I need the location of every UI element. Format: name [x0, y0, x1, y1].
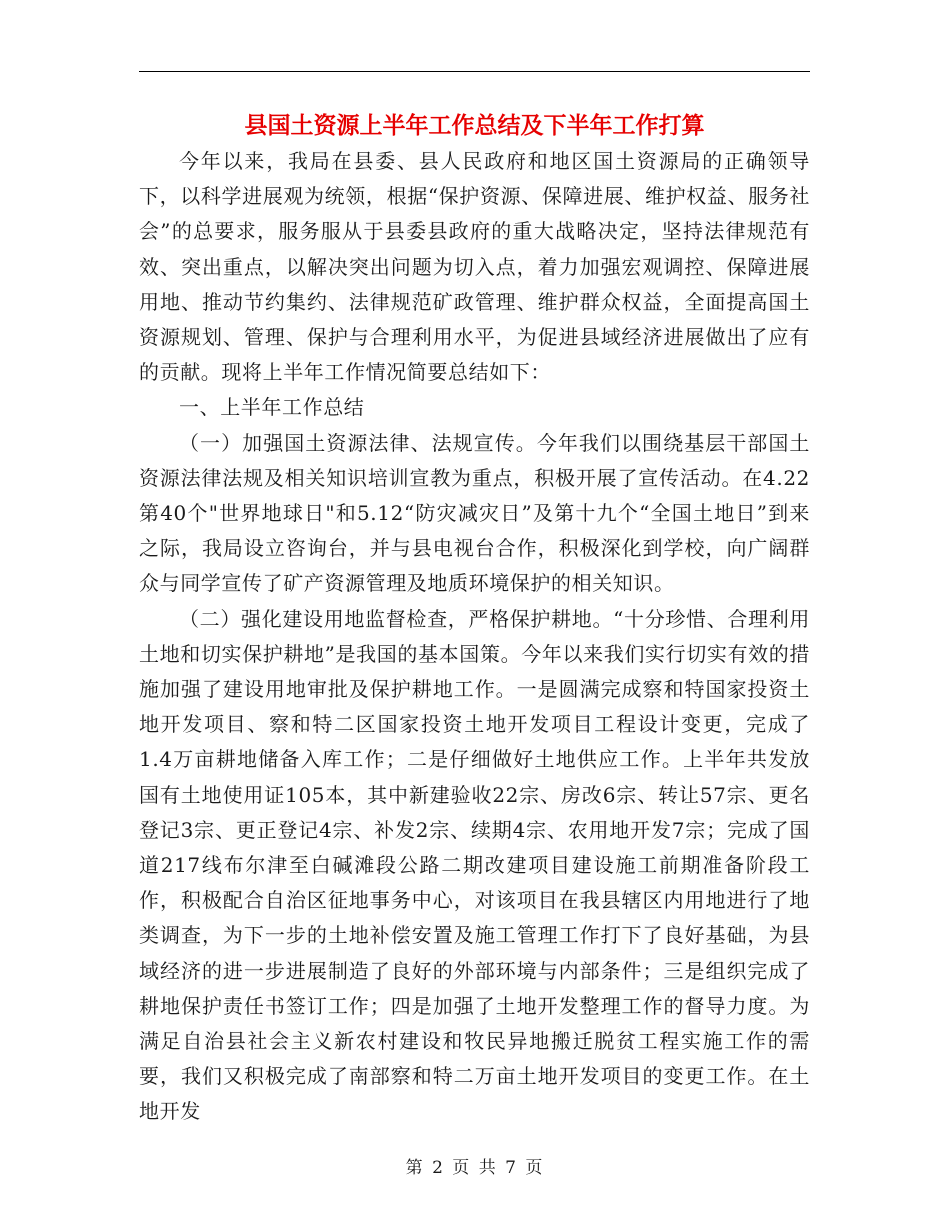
document-title: 县国土资源上半年工作总结及下半年工作打算: [244, 112, 705, 139]
body-paragraph: （一）加强国土资源法律、法规宣传。今年我们以围绕基层干部国土资源法律法规及相关知识培训宣教为重点，积极开展了宣传活动。在4.22第40个"世界地球日"和5.12“防灾减灾日”及第十九个“全国土地日”到来之际，我局设立咨询台，并与县电视台合作，积极深化到学校，向广阔群众与同学宣传了矿产资源管理及地质环境保护的相关知识。: [139, 430, 810, 596]
body-paragraph: （二）强化建设用地监督检查，严格保护耕地。“十分珍惜、合理利用土地和切实保护耕地”是我国的基本国策。今年以来我们实行切实有效的措施加强了建设用地审批及保护耕地工作。一是圆满完成察和特国家投资土地开发项目、察和特二区国家投资土地开发项目工程设计变更，完成了1.4万亩耕地储备入库工作；二是仔细做好土地供应工作。上半年共发放国有土地使用证105本，其中新建验收22宗、房改6宗、转让57宗、更名登记3宗、更正登记4宗、补发2宗、续期4宗、农用地开发7宗；完成了国道217线布尔津至白碱滩段公路二期改建项目建设施工前期准备阶段工作，积极配合自治区征地事务中心，对该项目在我县辖区内用地进行了地类调查，为下一步的土地补偿安置及施工管理工作打下了良好基础，为县域经济的进一步进展制造了良好的外部环境与内部条件；三是组织完成了耕地保护责任书签订工作；四是加强了土地开发整理工作的督导力度。为满足自治县社会主义新农村建设和牧民异地搬迁脱贫工程实施工作的需要，我们又积极完成了南部察和特二万亩土地开发项目的变更工作。在土地开发: [139, 606, 810, 1124]
document-body: [139, 144, 810, 1130]
intro-paragraph: 今年以来，我局在县委、县人民政府和地区国土资源局的正确领导下，以科学进展观为统领，根据“保护资源、保障进展、维护权益、服务社会”的总要求，服务服从于县委县政府的重大战略决定，坚持法律规范有效、突出重点，以解决突出问题为切入点，着力加强宏观调控、保障进展用地、推动节约集约、法律规范矿政管理、维护群众权益，全面提高国土资源规划、管理、保护与合理利用水平，为促进县域经济进展做出了应有的贡献。现将上半年工作情况简要总结如下：: [139, 149, 810, 385]
page-number: 第 2 页 共 7 页: [405, 1158, 545, 1178]
section-heading: 一、上半年工作总结: [179, 395, 365, 420]
header-rule: [139, 71, 810, 72]
